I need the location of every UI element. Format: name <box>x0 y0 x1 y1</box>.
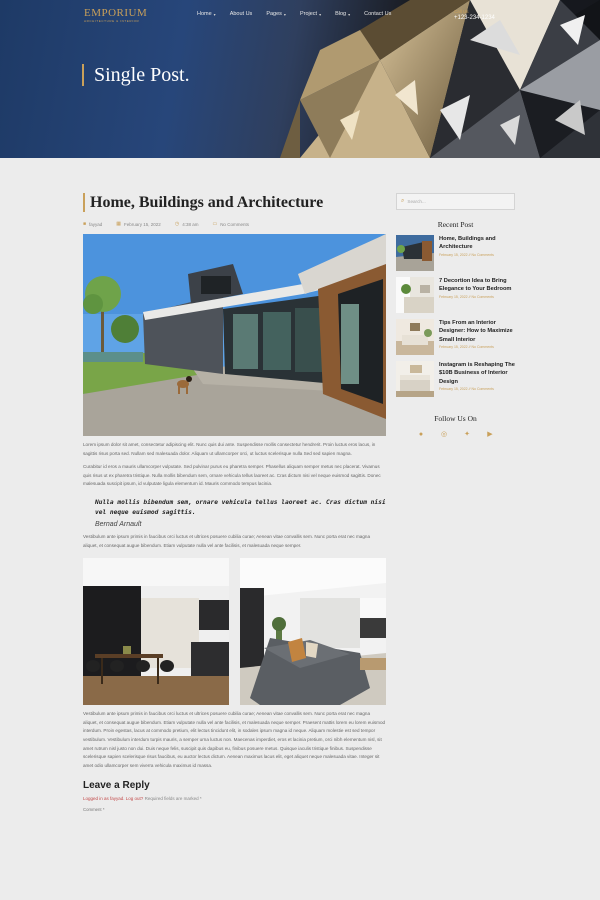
quote-author: Bernad Arnault <box>95 520 142 528</box>
recent-posts-title: Recent Post <box>437 220 474 229</box>
nav-item-label: Blog <box>335 11 347 17</box>
post-meta <box>83 221 386 227</box>
post-thumbnail <box>396 319 434 355</box>
search-placeholder: Search... <box>407 199 426 204</box>
brand-tagline: ARCHITECTURE & INTERIOR <box>84 19 140 23</box>
sidebar <box>396 193 515 439</box>
date-text: February 15, 2022 <box>124 221 161 227</box>
chevron-down-icon: ▾ <box>213 11 216 17</box>
living-room-image <box>240 558 386 705</box>
page-title: Single Post. <box>82 64 190 86</box>
follow-title: Follow Us On <box>434 414 477 423</box>
search-input[interactable] <box>396 193 515 210</box>
user-icon: ■ <box>83 221 87 227</box>
logged-in-link[interactable]: Logged in as fayyad. Log out? <box>83 796 144 802</box>
recent-post-meta: February 15, 2022 // No Comments <box>439 252 494 257</box>
recent-post-title: 7 Decortion Idea to Bring Elegance to Your Bedroom <box>439 278 512 293</box>
post-paragraph: Curabitur id eros a mauris ullamcorper vulputate. Sed pulvinar purus eu pharetra semper. Phasellus aliquam semper metus nec placerat. Vivamus quis risus ut ex pharetra tristique. Nulla mollis bibendum sem, ornare vehicula tellus laoreet ac. Cras dictum nisi vel neque euismod sagittis. Donec malesuada suscipit ipsum, id vulputate ligula elementum id. Mauris commodo tempus lacinia. <box>83 464 381 487</box>
recent-post-title: Tips From an Interior Designer: How to Maximize Small Interior <box>439 320 513 343</box>
youtube-icon[interactable]: ▶ <box>487 431 493 438</box>
recent-post-item[interactable] <box>396 277 515 313</box>
post-thumbnail <box>396 277 434 313</box>
post-paragraph: Vestibulum ante ipsum primis in faucibus orci luctus et ultrices posuere cubilia curae; Aenean vitae convallis sem. Nunc porta erat nec magna aliquet, et consequat augue bibendum. Etiam vulputate nulla vel ante facilisis, et malesuada neque semper. Praesent mattis lorem eu lorem euismod interdum. Proin egestas, lacus at commodo pretium, elit lectus tincidunt elit, in sodales ipsum magna id neque. Aliquam molestie est sed tempor vestibulum. Vestibulum interdum turpis mauris, a semper urna luctus non. Maecenas imperdiet, eros et lacinia pretium, orci nibh elementum nisl, sit amet rutrum nisl justo non dui. Duis neque felis, suscipit quis dapibus eu, finibus posuere metus. Quisque iaculis tristique finibus. Suspendisse scelerisque sapien scelerisque risus faucibus, eu auctor lectus dictum. Aenean maximus lacus elit, eget aliquet neque malesuada vitae. Integer sit amet odio ullamcorper sem viverra vehicula maximus id massa. <box>83 711 386 768</box>
recent-post-title: Instagram is Reshaping The $10B Business of Interior Design <box>439 362 515 385</box>
clock-icon: ◷ <box>174 221 180 227</box>
main-nav <box>197 11 405 17</box>
comment-label: Comment * <box>83 807 105 813</box>
recent-post-title: Home, Buildings and Architecture <box>439 236 496 251</box>
blockquote <box>95 498 386 528</box>
post-thumbnail <box>396 361 434 397</box>
featured-image <box>83 234 386 436</box>
facebook-icon[interactable]: ● <box>418 431 424 438</box>
calendar-icon: ▦ <box>116 221 122 227</box>
brand-logo[interactable] <box>84 7 147 23</box>
post-thumbnail <box>396 235 434 271</box>
chevron-down-icon: ▾ <box>283 11 286 17</box>
image-gallery <box>83 558 386 705</box>
nav-item-blog[interactable] <box>335 11 350 17</box>
nav-item-label: Contact Us <box>364 11 392 17</box>
nav-item-home[interactable] <box>197 11 216 17</box>
call-us-block[interactable] <box>454 9 495 21</box>
nav-item-label: Project <box>299 11 318 17</box>
comments-text: No Comments <box>220 221 249 227</box>
recent-posts-widget <box>396 220 515 397</box>
nav-item-project[interactable] <box>300 11 321 17</box>
author-name: fayyad <box>89 221 103 227</box>
brand-name: EMPORIUM <box>84 7 148 19</box>
nav-item-label: Pages <box>266 11 282 17</box>
nav-item-label: About Us <box>229 11 253 17</box>
phone-number: +123-234-1234 <box>454 15 495 21</box>
post-title: Home, Buildings and Architecture <box>83 193 386 212</box>
page-hero <box>0 0 600 158</box>
post-paragraph: Vestibulum ante ipsum primis in faucibus orci luctus et ultrices posuere cubilia curae; Aenean vitae convallis sem. Nunc porta erat nec magna aliquet, et consequat augue bibendum. Etiam vulputate nulla vel ante facilisis, et malesuada neque semper. <box>83 533 370 548</box>
post-author[interactable] <box>83 221 102 227</box>
logged-in-notice <box>83 796 386 801</box>
instagram-icon[interactable]: ◎ <box>440 431 448 438</box>
post-time <box>175 221 199 227</box>
recent-post-item[interactable] <box>396 319 515 355</box>
search-icon: ⌕ <box>401 198 405 204</box>
comment-icon: ▭ <box>212 221 218 227</box>
quote-text: Nulla mollis bibendum sem, ornare vehicula tellus laoreet ac. Cras dictum nisi vel neque euismod sagittis. <box>95 498 386 516</box>
chevron-down-icon: ▾ <box>319 11 322 17</box>
post-date[interactable] <box>116 221 161 227</box>
post-comments[interactable] <box>212 221 249 227</box>
chevron-down-icon: ▾ <box>348 11 351 17</box>
recent-post-item[interactable] <box>396 235 515 271</box>
time-text: 4:38 am <box>182 221 199 227</box>
call-us-label: Call Us <box>454 9 469 14</box>
recent-post-item[interactable] <box>396 361 515 397</box>
recent-post-meta: February 15, 2022 // No Comments <box>439 294 494 299</box>
recent-post-meta: February 15, 2022 // No Comments <box>439 344 494 349</box>
social-links <box>396 430 515 439</box>
dining-room-image <box>83 558 229 705</box>
twitter-icon[interactable]: ✦ <box>464 431 470 438</box>
nav-item-pages[interactable] <box>266 11 286 17</box>
post-paragraph: Lorem ipsum dolor sit amet, consectetur adipiscing elit. Nunc quis dui ante. Suspendisse mollis consectetur hendrerit. Proin luctus eros lacus, in sagittis risus porta sed. Nullam sed malesuada dolor. Aliquam ut ullamcorper orci, ut luctus scelerisque nulla Sed sed sapien magna. <box>83 442 376 456</box>
required-note: Required fields are marked * <box>143 796 202 802</box>
post-content <box>83 193 386 812</box>
follow-widget <box>396 414 515 439</box>
nav-item-contact-us[interactable] <box>364 11 391 17</box>
nav-item-about-us[interactable] <box>230 11 253 17</box>
nav-item-label: Home <box>197 11 212 17</box>
reply-title: Leave a Reply <box>83 780 150 792</box>
recent-post-meta: February 15, 2022 // No Comments <box>439 386 494 391</box>
